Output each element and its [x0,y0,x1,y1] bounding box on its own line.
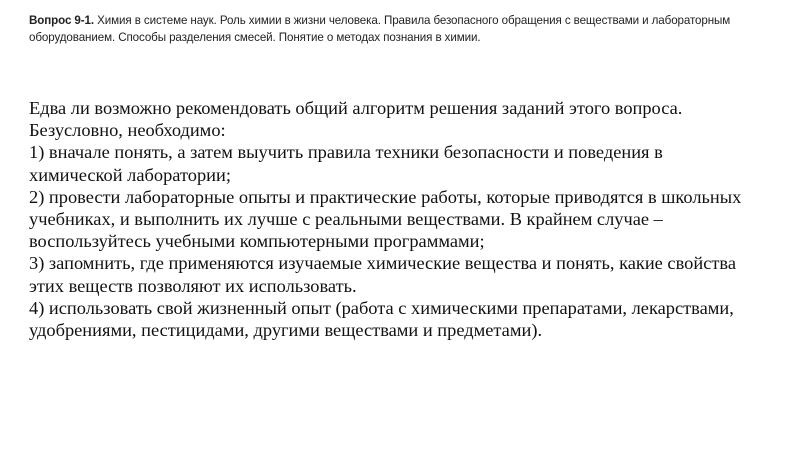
text-line: 3) запомнить, где применяются изучаемые химические вещества и понять, какие свойства [29,253,736,274]
text-line: 1) вначале понять, а затем выучить правила техники безопасности и поведения в [29,142,663,163]
question-topic: Химия в системе наук. Роль химии в жизни человека. Правила безопасного обращения с веществами и лабораторным оборудованием. Способы разделения смесей. Понятие о методах познания в химии. [29,14,731,44]
question-heading [29,12,769,46]
text-line: 2) провести лабораторные опыты и практические работы, которые приводятся в школьных [29,186,742,207]
text-line: 4) использовать свой жизненный опыт (работа с химическими препаратами, лекарствами, [29,297,734,318]
text-line: этих веществ позволяют их использовать. [29,275,357,296]
question-number: Вопрос 9-1. [29,14,95,27]
text-line: учебниках, и выполнить их лучше с реальными веществами. В крайнем случае – [29,209,663,230]
text-line: Едва ли возможно рекомендовать общий алгоритм решения заданий этого вопроса. [29,98,683,118]
text-line: удобрениями, пестицидами, другими веществами и предметами). [29,320,543,341]
text-line: химической лаборатории; [29,164,231,185]
text-line: Безусловно, необходимо: [29,120,226,141]
answer-text [29,97,789,341]
text-line: воспользуйтесь учебными компьютерными программами; [29,231,485,252]
